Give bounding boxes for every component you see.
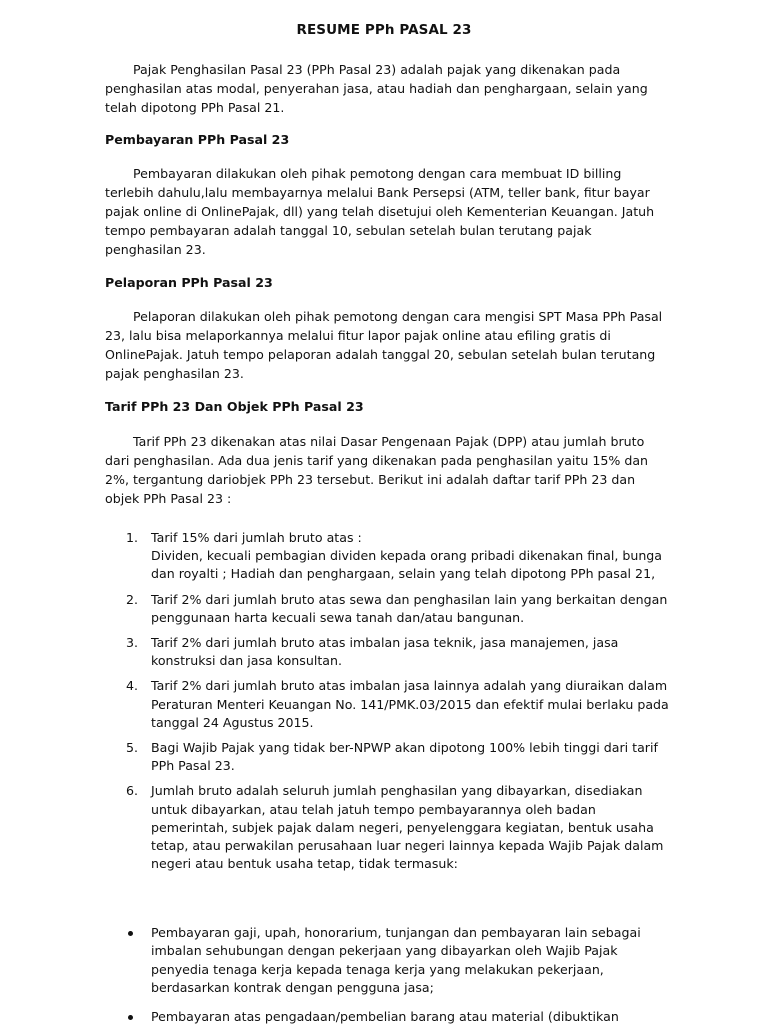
section-heading-pelaporan: Pelaporan PPh Pasal 23 — [105, 275, 273, 290]
list-item-text: Tarif 15% dari jumlah bruto atas : — [151, 530, 362, 545]
list-item — [126, 739, 671, 775]
list-item-number: 2. — [126, 591, 139, 607]
tarif-numbered-list — [126, 529, 671, 880]
page-title: RESUME PPh PASAL 23 — [296, 22, 472, 38]
bullet-icon — [128, 931, 133, 936]
paragraph-pelaporan: Pelaporan dilakukan oleh pihak pemotong dengan cara mengisi SPT Masa PPh Pasal 23, lalu bisa melaporkannya melalui fitur lapor pajak online atau efiling gratis di OnlinePajak. Jatuh tempo pelaporan adalah tanggal 20, sebulan setelah bulan terutang pajak penghasilan 23. — [105, 309, 663, 381]
list-item-text: Tarif 2% dari jumlah bruto atas imbalan jasa teknik, jasa manajemen, jasa konstruksi dan jasa konsultan. — [151, 635, 619, 669]
list-item — [126, 677, 671, 732]
bullet-item — [126, 1008, 671, 1024]
section-heading-pembayaran: Pembayaran PPh Pasal 23 — [105, 132, 290, 147]
exclusion-bullet-list — [126, 924, 671, 1024]
list-item-text: Bagi Wajib Pajak yang tidak ber-NPWP akan dipotong 100% lebih tinggi dari tarif PPh Pasal 23. — [151, 740, 658, 774]
list-item-number: 3. — [126, 635, 139, 651]
list-item — [126, 634, 671, 670]
bullet-item-text: Pembayaran gaji, upah, honorarium, tunjangan dan pembayaran lain sebagai imbalan sehubungan dengan pekerjaan yang dibayarkan oleh Wajib Pajak penyedia tenaga kerja kepada tenaga kerja yang melakukan pekerjaan, berdasarkan kontrak dengan pengguna jasa; — [151, 925, 641, 996]
bullet-item-text: Pembayaran atas pengadaan/pembelian barang atau material (dibuktikan — [151, 1008, 619, 1024]
list-item — [126, 529, 671, 584]
list-item-number: 4. — [126, 678, 139, 694]
list-item — [126, 591, 671, 627]
list-item — [126, 782, 671, 873]
list-item-number: 6. — [126, 783, 139, 799]
list-item-text: Jumlah bruto adalah seluruh jumlah penghasilan yang dibayarkan, disediakan untuk dibayarkan, atau telah jatuh tempo pembayarannya oleh badan pemerintah, subjek pajak dalam negeri, penyelenggara kegiatan, bentuk usaha tetap, atau perwakilan perusahaan luar negeri lainnya kepada Wajib Pajak dalam negeri atau bentuk usaha tetap, tidak termasuk: — [151, 783, 664, 872]
list-item-number: 1. — [126, 530, 139, 545]
list-item-text: Tarif 2% dari jumlah bruto atas imbalan jasa lainnya adalah yang diuraikan dalam Peraturan Menteri Keuangan No. 141/PMK.03/2015 dan efektif mulai berlaku pada tanggal 24 Agustus 2015. — [151, 678, 669, 730]
list-item-number: 5. — [126, 740, 139, 756]
paragraph-tarif: Tarif PPh 23 dikenakan atas nilai Dasar Pengenaan Pajak (DPP) atau jumlah bruto dari penghasilan. Ada dua jenis tarif yang dikenakan pada penghasilan yaitu 15% dan 2%, tergantung dariobjek PPh 23 tersebut. Berikut ini adalah daftar tarif PPh 23 dan objek PPh Pasal 23 : — [105, 434, 649, 506]
section-heading-tarif: Tarif PPh 23 Dan Objek PPh Pasal 23 — [105, 399, 364, 414]
list-item-subtext: Dividen, kecuali pembagian dividen kepada orang pribadi dikenakan final, bunga dan royalti ; Hadiah dan penghargaan, selain yang telah dipotong PPh pasal 21, — [151, 548, 663, 582]
intro-paragraph: Pajak Penghasilan Pasal 23 (PPh Pasal 23) adalah pajak yang dikenakan pada penghasilan atas modal, penyerahan jasa, atau hadiah dan penghargaan, selain yang telah dipotong PPh Pasal 21. — [105, 62, 648, 115]
list-item-text: Tarif 2% dari jumlah bruto atas sewa dan penghasilan lain yang berkaitan dengan penggunaan harta kecuali sewa tanah dan/atau bangunan. — [151, 591, 668, 625]
paragraph-pembayaran: Pembayaran dilakukan oleh pihak pemotong dengan cara membuat ID billing terlebih dahulu,lalu membayarnya melalui Bank Persepsi (ATM, teller bank, fitur bayar pajak online di OnlinePajak, dll) yang telah disetujui oleh Kementerian Keuangan. Jatuh tempo pembayaran adalah tanggal 10, sebulan setelah bulan terutang pajak penghasilan 23. — [105, 166, 655, 257]
bullet-item — [126, 924, 671, 998]
bullet-icon — [128, 1015, 133, 1020]
